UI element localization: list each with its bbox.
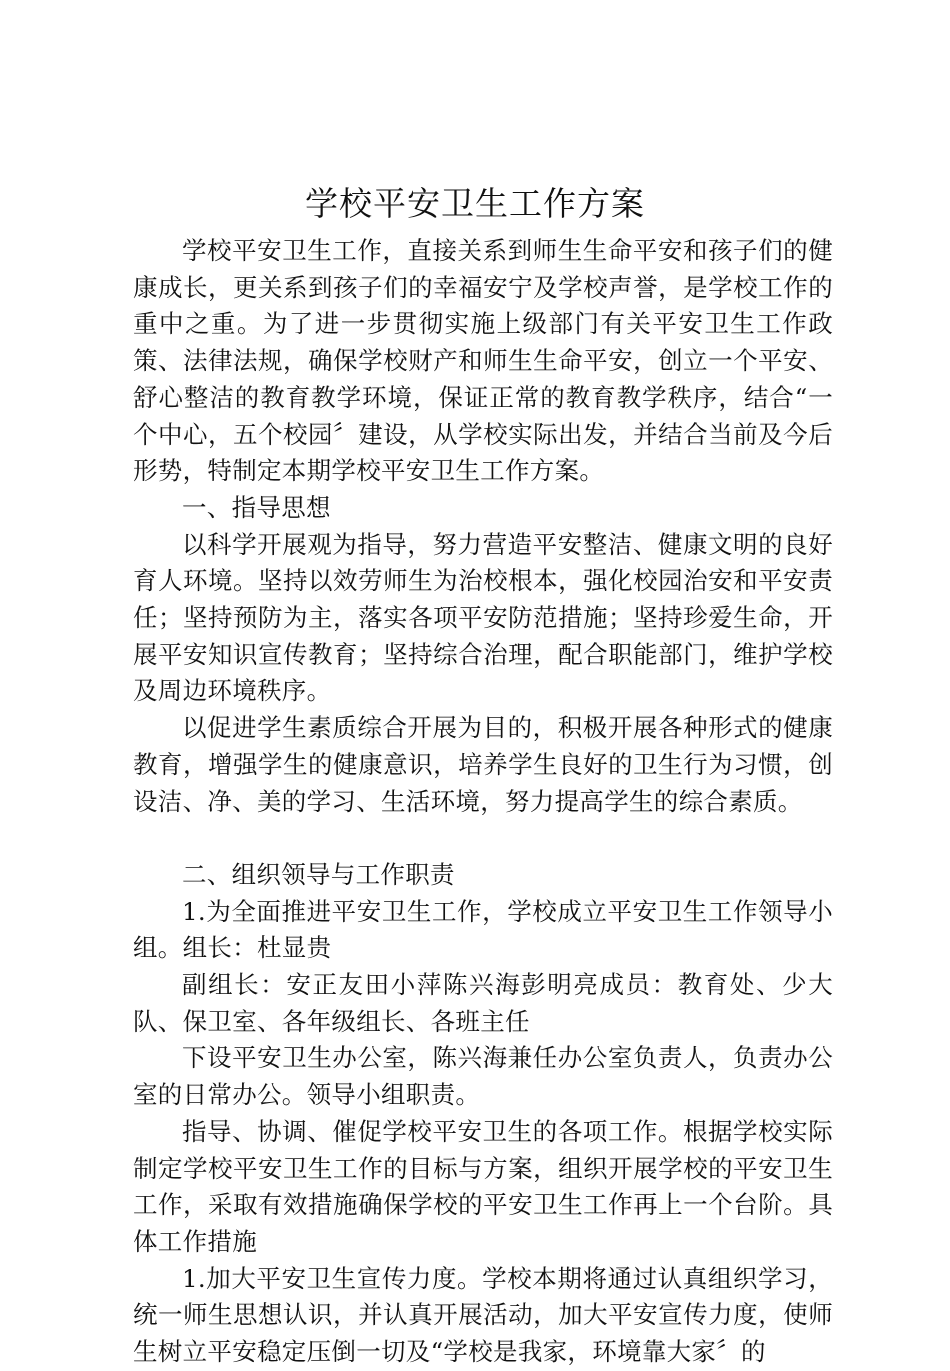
deputy-leaders-paragraph: 副组长：安正友田小萍陈兴海彭明亮成员：教育处、少大队、保卫室、各年级组长、各班主任 <box>133 970 833 1036</box>
quality-education-paragraph: 以促进学生素质综合开展为目的，积极开展各种形式的健康教育，增强学生的健康意识，培养学生良好的卫生行为习惯，创设洁、净、美的学习、生活环境，努力提高学生的综合素质。 <box>133 713 833 816</box>
measures-paragraph: 1.加大平安卫生宣传力度。学校本期将通过认真组织学习，统一师生思想认识，并认真开展活动，加大平安宣传力度，使师生树立平安稳定压倒一切及“学校是我家，环境靠大家〞的 <box>133 1263 833 1367</box>
duties-paragraph: 指导、协调、催促学校平安卫生的各项工作。根据学校实际制定学校平安卫生工作的目标与方案，组织开展学校的平安卫生工作，采取有效措施确保学校的平安卫生工作再上一个台阶。具体工作措施 <box>133 1116 833 1256</box>
intro-paragraph: 学校平安卫生工作，直接关系到师生生命平安和孩子们的健康成长，更关系到孩子们的幸福安宁及学校声誉，是学校工作的重中之重。为了进一步贯彻实施上级部门有关平安卫生工作政策、法律法规，确保学校财产和师生生命平安，创立一个平安、舒心整洁的教育教学环境，保证正常的教育教学秩序，结合“一个中心，五个校园〞建设，从学校实际出发，并结合当前及今后形势，特制定本期学校平安卫生工作方案。 <box>133 236 834 486</box>
guiding-ideology-paragraph: 以科学开展观为指导，努力营造平安整洁、健康文明的良好育人环境。坚持以效劳师生为治校根本，强化校园治安和平安责任；坚持预防为主，落实各项平安防范措施；坚持珍爱生命，开展平安知识宣传教育；坚持综合治理，配合职能部门，维护学校及周边环境秩序。 <box>133 529 833 706</box>
document-body <box>133 233 833 1371</box>
office-paragraph: 下设平安卫生办公室，陈兴海兼任办公室负责人，负责办公室的日常办公。领导小组职责。 <box>133 1043 833 1110</box>
leadership-group-paragraph: 1.为全面推进平安卫生工作，学校成立平安卫生工作领导小组。组长：杜显贵 <box>133 896 833 963</box>
section-heading-guiding-ideology: 一、指导思想 <box>182 492 331 522</box>
section-heading-organization: 二、组织领导与工作职责 <box>182 859 455 889</box>
document-title: 学校平安卫生工作方案 <box>305 184 645 223</box>
